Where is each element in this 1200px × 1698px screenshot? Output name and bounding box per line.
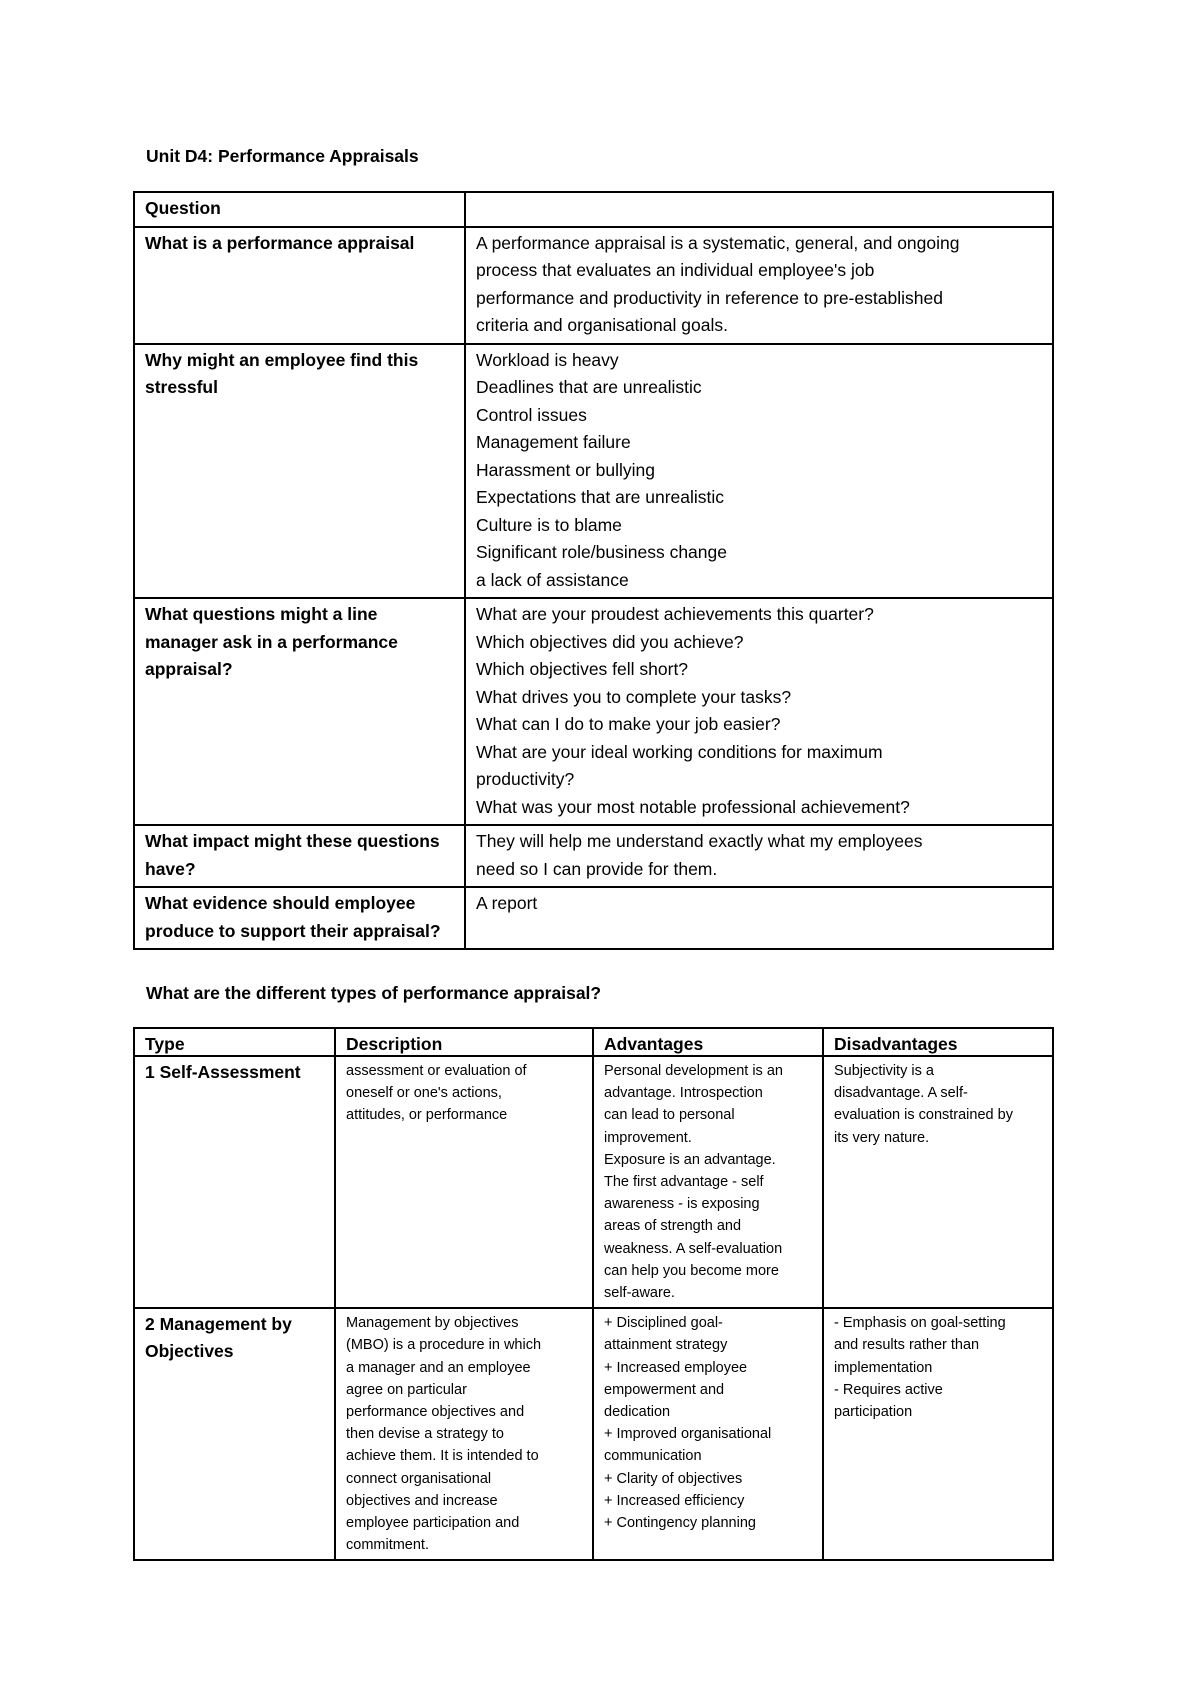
type-disadvantages xyxy=(823,1056,1053,1308)
type-advantages xyxy=(593,1056,823,1308)
type-description-line: commitment. xyxy=(346,1537,429,1554)
type-description-line: assessment or evaluation of xyxy=(346,1063,527,1079)
type-disadvantages-line: - Emphasis on goal-setting xyxy=(834,1315,1006,1332)
type-description-line: performance objectives and xyxy=(346,1404,525,1421)
type-advantages-line: awareness - is exposing xyxy=(604,1196,760,1213)
qa-question: What evidence should employee produce to support their appraisal? xyxy=(134,887,465,949)
type-advantages-line: self-aware. xyxy=(604,1285,675,1302)
qa-answer-line: Control issues xyxy=(476,404,587,425)
type-description-line: achieve them. It is intended to xyxy=(346,1448,539,1465)
qa-answer xyxy=(465,598,1053,825)
type-description-line: a manager and an employee xyxy=(346,1359,531,1376)
type-advantages-line: Personal development is an xyxy=(604,1063,783,1079)
qa-answer-line: Expectations that are unrealistic xyxy=(476,487,725,507)
qa-answer-line: A report xyxy=(476,893,538,913)
type-advantages-line: weakness. A self-evaluation xyxy=(604,1240,783,1257)
qa-answer-line: Workload is heavy xyxy=(476,349,619,370)
qa-answer-line: need so I can provide for them. xyxy=(476,858,718,879)
qa-answer-line: performance and productivity in reference to pre-established xyxy=(476,287,943,308)
qa-header-question: Question xyxy=(134,192,465,227)
qa-answer xyxy=(465,227,1053,344)
qa-answer-line: They will help me understand exactly what my employees xyxy=(476,831,923,851)
qa-question: What questions might a line manager ask in a performance appraisal? xyxy=(134,598,465,825)
type-description-line: attitudes, or performance xyxy=(346,1107,508,1124)
type-description-line: agree on particular xyxy=(346,1381,467,1398)
qa-question: What is a performance appraisal xyxy=(134,227,465,344)
type-advantages-line: + Increased efficiency xyxy=(604,1492,745,1509)
type-disadvantages-line: participation xyxy=(834,1404,913,1421)
type-disadvantages xyxy=(823,1308,1053,1560)
qa-answer-line: Deadlines that are unrealistic xyxy=(476,377,702,397)
type-advantages-line: + Increased employee xyxy=(604,1359,748,1376)
type-name: 2 Management by Objectives xyxy=(134,1308,335,1560)
type-description-line: oneself or one's actions, xyxy=(346,1085,502,1102)
qa-answer-line: Which objectives did you achieve? xyxy=(476,631,744,652)
type-advantages-line: can help you become more xyxy=(604,1262,779,1279)
type-description-line: (MBO) is a procedure in which xyxy=(346,1337,542,1354)
qa-answer-line: process that evaluates an individual employee's job xyxy=(476,260,875,280)
type-description-line: employee participation and xyxy=(346,1515,520,1532)
types-row xyxy=(134,1308,1053,1560)
type-description xyxy=(335,1308,593,1560)
type-advantages-line: + Improved organisational xyxy=(604,1426,772,1443)
type-advantages xyxy=(593,1308,823,1560)
type-advantages-line: The first advantage - self xyxy=(604,1174,764,1191)
types-header-description: Description xyxy=(335,1028,593,1056)
type-description-line: Management by objectives xyxy=(346,1315,519,1332)
type-advantages-line: communication xyxy=(604,1448,702,1465)
qa-row xyxy=(134,227,1053,344)
qa-header-row xyxy=(134,192,1053,227)
qa-answer-line: Significant role/business change xyxy=(476,542,727,562)
qa-answer-line: What was your most notable professional achievement? xyxy=(476,796,910,817)
qa-header-answer xyxy=(465,192,1053,227)
qa-row xyxy=(134,825,1053,887)
type-advantages-line: empowerment and xyxy=(604,1381,725,1398)
type-name: 1 Self-Assessment xyxy=(134,1056,335,1308)
type-advantages-line: + Contingency planning xyxy=(604,1515,756,1532)
qa-answer-line: Harassment or bullying xyxy=(476,459,655,480)
qa-row xyxy=(134,344,1053,599)
qa-question: What impact might these questions have? xyxy=(134,825,465,887)
type-disadvantages-line: and results rather than xyxy=(834,1337,980,1354)
type-disadvantages-line: its very nature. xyxy=(834,1129,930,1146)
type-advantages-line: areas of strength and xyxy=(604,1218,742,1235)
types-header-disadvantages: Disadvantages xyxy=(823,1028,1053,1056)
type-description-line: connect organisational xyxy=(346,1470,492,1487)
qa-answer-line: Culture is to blame xyxy=(476,514,622,535)
qa-answer xyxy=(465,344,1053,599)
types-header-advantages: Advantages xyxy=(593,1028,823,1056)
qa-table xyxy=(133,191,1054,950)
qa-answer-line: productivity? xyxy=(476,769,575,789)
type-disadvantages-line: - Requires active xyxy=(834,1381,943,1398)
qa-answer-line: Which objectives fell short? xyxy=(476,659,689,679)
qa-answer-line: What drives you to complete your tasks? xyxy=(476,686,792,707)
type-advantages-line: Exposure is an advantage. xyxy=(604,1151,776,1168)
type-disadvantages-line: implementation xyxy=(834,1359,933,1376)
type-disadvantages-line: evaluation is constrained by xyxy=(834,1107,1013,1124)
type-advantages-line: improvement. xyxy=(604,1129,692,1146)
type-disadvantages-line: Subjectivity is a xyxy=(834,1063,934,1079)
qa-answer-line: criteria and organisational goals. xyxy=(476,315,728,335)
qa-answer-line: What are your ideal working conditions for maximum xyxy=(476,741,883,762)
type-advantages-line: + Disciplined goal- xyxy=(604,1315,723,1332)
qa-answer-line: What are your proudest achievements this quarter? xyxy=(476,604,874,624)
qa-answer xyxy=(465,887,1053,949)
qa-row xyxy=(134,887,1053,949)
qa-question: Why might an employee find this stressful xyxy=(134,344,465,599)
qa-answer-line: What can I do to make your job easier? xyxy=(476,714,781,734)
type-advantages-line: dedication xyxy=(604,1404,671,1421)
types-header-row xyxy=(134,1028,1053,1056)
types-heading: What are the different types of performance appraisal? xyxy=(146,983,602,1003)
type-description-line: objectives and increase xyxy=(346,1492,498,1509)
types-row xyxy=(134,1056,1053,1308)
appraisal-types-table xyxy=(133,1027,1054,1561)
types-header-type: Type xyxy=(134,1028,335,1056)
qa-answer-line: Management failure xyxy=(476,432,631,452)
type-disadvantages-line: disadvantage. A self- xyxy=(834,1085,968,1102)
qa-answer-line: A performance appraisal is a systematic, general, and ongoing xyxy=(476,232,960,253)
type-description xyxy=(335,1056,593,1308)
qa-row xyxy=(134,598,1053,825)
type-advantages-line: advantage. Introspection xyxy=(604,1085,763,1102)
type-advantages-line: attainment strategy xyxy=(604,1337,728,1354)
qa-answer xyxy=(465,825,1053,887)
type-description-line: then devise a strategy to xyxy=(346,1426,504,1443)
type-advantages-line: + Clarity of objectives xyxy=(604,1470,743,1487)
type-advantages-line: can lead to personal xyxy=(604,1107,735,1124)
qa-answer-line: a lack of assistance xyxy=(476,569,629,590)
page-title: Unit D4: Performance Appraisals xyxy=(146,146,419,166)
